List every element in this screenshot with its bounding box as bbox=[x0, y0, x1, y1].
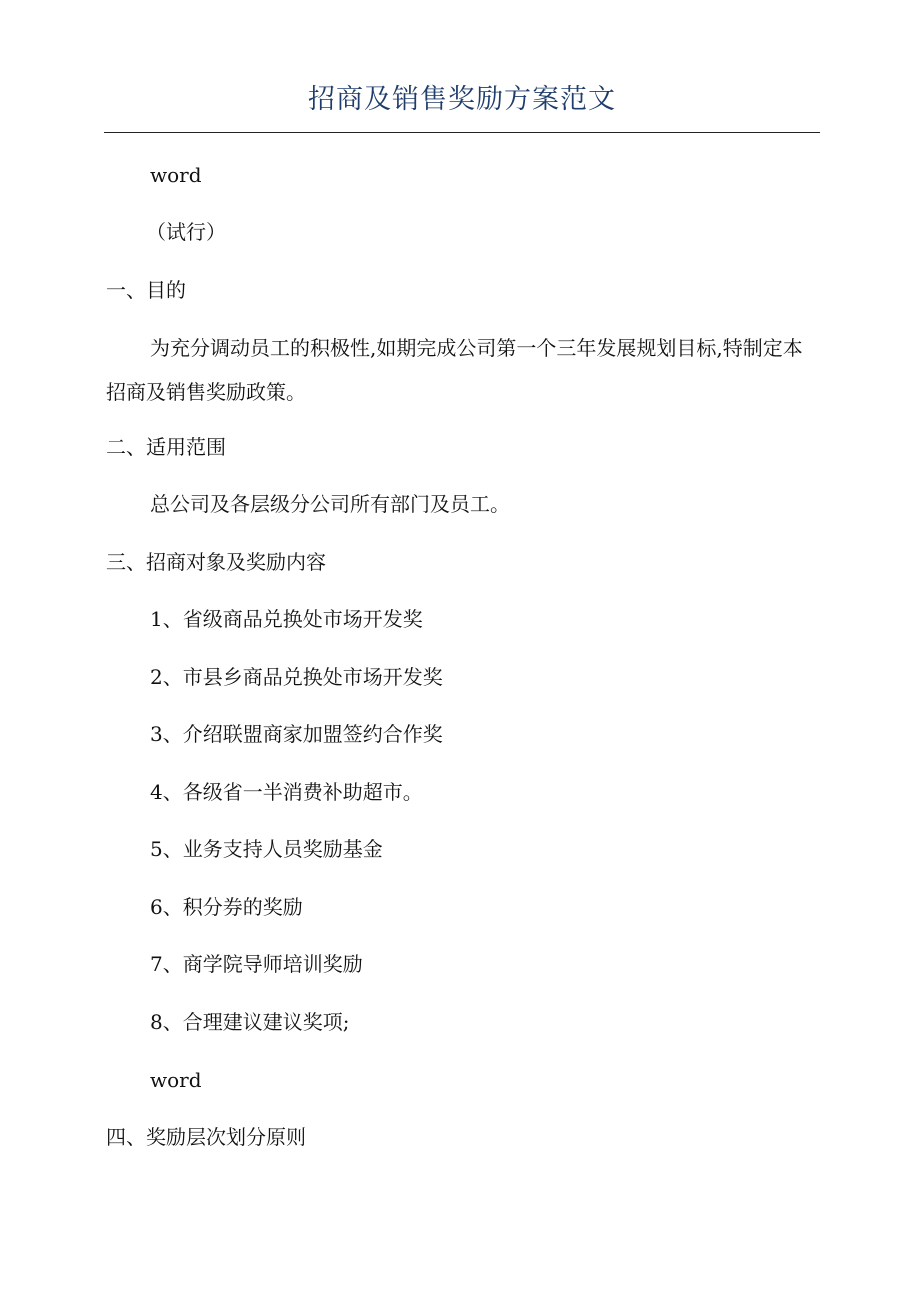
list-item: 6、积分券的奖励 bbox=[150, 895, 303, 919]
list-item: 2、市县乡商品兑换处市场开发奖 bbox=[150, 665, 443, 689]
section-3-heading: 三、招商对象及奖励内容 bbox=[106, 550, 326, 574]
list-item: 8、合理建议建议奖项; bbox=[150, 1010, 350, 1034]
header-word-label: word bbox=[150, 163, 202, 187]
list-item: 4、各级省一半消费补助超市。 bbox=[150, 780, 423, 804]
section-2-heading: 二、适用范围 bbox=[106, 435, 226, 459]
section-1-paragraph: 为充分调动员工的积极性,如期完成公司第一个三年发展规划目标,特制定本招商及销售奖励政策。 bbox=[106, 336, 803, 404]
list-item: 3、介绍联盟商家加盟签约合作奖 bbox=[150, 722, 443, 746]
list-item: 1、省级商品兑换处市场开发奖 bbox=[150, 607, 423, 631]
trial-label: （试行） bbox=[146, 220, 226, 244]
footer-word-label: word bbox=[150, 1068, 202, 1092]
document-title: 招商及销售奖励方案范文 bbox=[308, 84, 616, 115]
section-1-heading: 一、目的 bbox=[106, 278, 186, 302]
title-divider bbox=[104, 132, 820, 133]
section-4-heading: 四、奖励层次划分原则 bbox=[106, 1125, 306, 1149]
list-item: 5、业务支持人员奖励基金 bbox=[150, 837, 383, 861]
list-item: 7、商学院导师培训奖励 bbox=[150, 952, 363, 976]
section-2-paragraph: 总公司及各层级分公司所有部门及员工。 bbox=[150, 492, 510, 516]
